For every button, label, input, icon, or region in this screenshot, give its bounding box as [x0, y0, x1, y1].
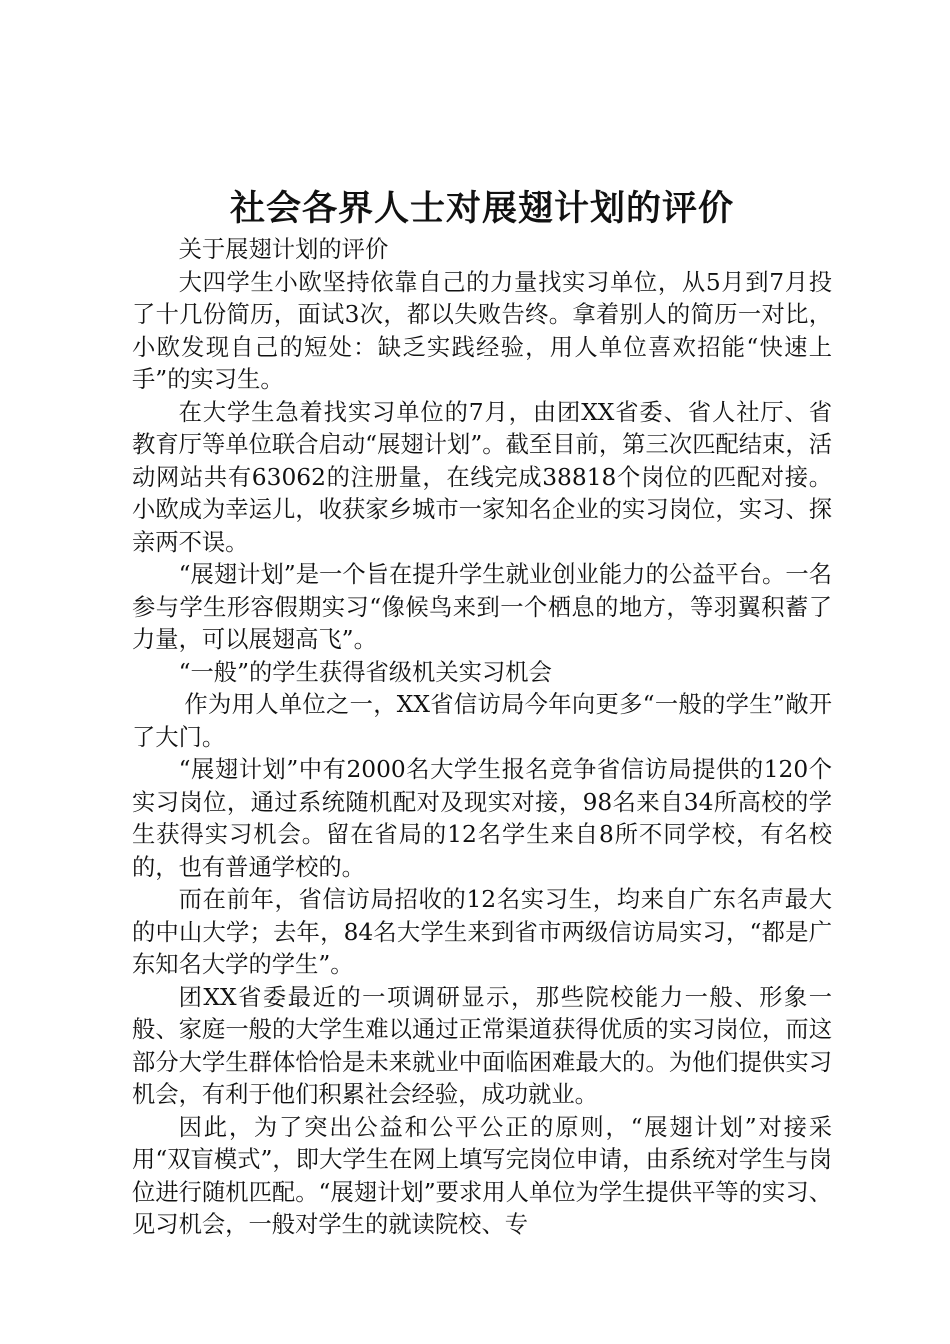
body-paragraph: 团XX省委最近的一项调研显示，那些院校能力一般、形象一般、家庭一般的大学生难以通过正常渠道获得优质的实习岗位，而这部分大学生群体恰恰是未来就业中面临困难最大的。为他们提供实习机会，有利于他们积累社会经验，成功就业。: [132, 983, 832, 1108]
body-paragraph: 在大学生急着找实习单位的7月，由团XX省委、省人社厅、省教育厅等单位联合启动“展翅计划”。截至目前，第三次匹配结束，活动网站共有63062的注册量，在线完成38818个岗位的匹配对接。小欧成为幸运儿，收获家乡城市一家知名企业的实习岗位，实习、探亲两不误。: [132, 398, 832, 556]
body-paragraph: 大四学生小欧坚持依靠自己的力量找实习单位，从5月到7月投了十几份简历，面试3次，都以失败告终。拿着别人的简历一对比，小欧发现自己的短处：缺乏实践经验，用人单位喜欢招能“快速上手”的实习生。: [132, 268, 832, 393]
body-paragraph: 因此，为了突出公益和公平公正的原则，“展翅计划”对接采用“双盲模式”，即大学生在网上填写完岗位申请，由系统对学生与岗位进行随机匹配。“展翅计划”要求用人单位为学生提供平等的实习、见习机会，一般对学生的就读院校、专: [132, 1113, 832, 1238]
body-paragraph: “展翅计划”是一个旨在提升学生就业创业能力的公益平台。一名参与学生形容假期实习“像候鸟来到一个栖息的地方，等羽翼积蓄了力量，可以展翅高飞”。: [132, 561, 832, 653]
document-title: 社会各界人士对展翅计划的评价: [229, 189, 734, 229]
body-paragraph: 作为用人单位之一，XX省信访局今年向更多“一般的学生”敞开了大门。: [132, 691, 832, 751]
subtitle-paragraph: 关于展翅计划的评价: [178, 236, 389, 263]
body-paragraph: 而在前年，省信访局招收的12名实习生，均来自广东名声最大的中山大学；去年，84名大学生来到省市两级信访局实习，“都是广东知名大学的学生”。: [132, 886, 832, 978]
document-body: [132, 234, 832, 1242]
document-page: [132, 186, 832, 1242]
section-heading: “一般”的学生获得省级机关实习机会: [178, 658, 552, 686]
body-paragraph: “展翅计划”中有2000名大学生报名竞争省信访局提供的120个实习岗位，通过系统随机配对及现实对接，98名来自34所高校的学生获得实习机会。留在省局的12名学生来自8所不同学校，有名校的，也有普通学校的。: [132, 756, 832, 881]
